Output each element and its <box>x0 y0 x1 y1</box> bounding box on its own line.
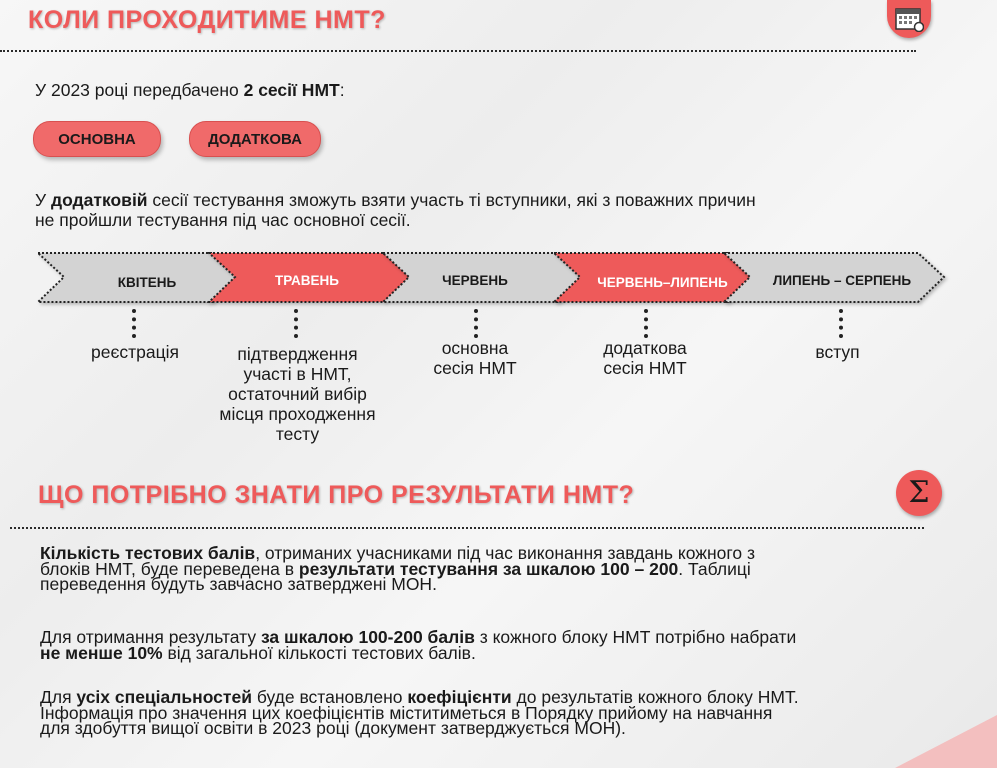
timeline-month-april: КВІТЕНЬ <box>117 274 177 290</box>
additional-session-note: У додатковій сесії тестування зможуть взяти участь ті вступники, які з поважних причин не пройшли тестування під час основної сесії. <box>35 190 756 230</box>
connector-july-august <box>839 309 843 338</box>
timeline-desc-june: основна сесія НМТ <box>433 338 517 378</box>
section2-title: ЩО ПОТРІБНО ЗНАТИ ПРО РЕЗУЛЬТАТИ НМТ? <box>38 481 635 509</box>
pill-main-session: ОСНОВНА <box>33 121 161 157</box>
section1-title: КОЛИ ПРОХОДИТИМЕ НМТ? <box>28 6 386 34</box>
results-paragraph-3: Для усіх спеціальностей буде встановлено коефіцієнти до результатів кожного блоку НМТ. Інформація про значення цих коефіцієнтів міститиметься в Порядку прийому на навчання для здобуття вищої освіти в 2023 році (документ затверджується МОН). <box>40 687 799 738</box>
section1-divider <box>0 50 916 52</box>
connector-june-july <box>644 309 648 338</box>
sessions-intro: У 2023 році передбачено 2 сесії НМТ: <box>35 80 345 100</box>
calendar-icon <box>887 0 931 38</box>
timeline-month-june-july: ЧЕРВЕНЬ–ЛИПЕНЬ <box>597 274 728 290</box>
pill-additional-session: ДОДАТКОВА <box>189 121 321 157</box>
timeline-month-june: ЧЕРВЕНЬ <box>442 272 508 288</box>
sigma-icon: Σ <box>896 470 942 516</box>
timeline-desc-may: підтвердження участі в НМТ, остаточний вибір місця проходження тесту <box>219 344 376 444</box>
results-paragraph-1: Кількість тестових балів, отриманих учасниками під час виконання завдань кожного з блоків НМТ, буде переведена в результати тестування за шкалою 100 – 200. Таблиці переведення будуть завчасно затверджені МОН. <box>40 543 756 594</box>
section2-divider <box>10 527 924 529</box>
timeline-desc-april: реєстрація <box>90 342 179 362</box>
results-paragraph-2: Для отримання результату за шкалою 100-200 балів з кожного блоку НМТ потрібно набрати не менше 10% від загальної кількості тестових балів. <box>40 627 797 663</box>
connector-june <box>474 309 478 338</box>
timeline-desc-july-august: вступ <box>815 342 860 362</box>
timeline-month-july-august: ЛИПЕНЬ – СЕРПЕНЬ <box>772 272 912 288</box>
timeline-desc-june-july: додаткова сесія НМТ <box>603 338 687 378</box>
connector-may <box>294 309 298 338</box>
timeline-month-may: ТРАВЕНЬ <box>274 272 340 288</box>
connector-april <box>132 309 136 338</box>
